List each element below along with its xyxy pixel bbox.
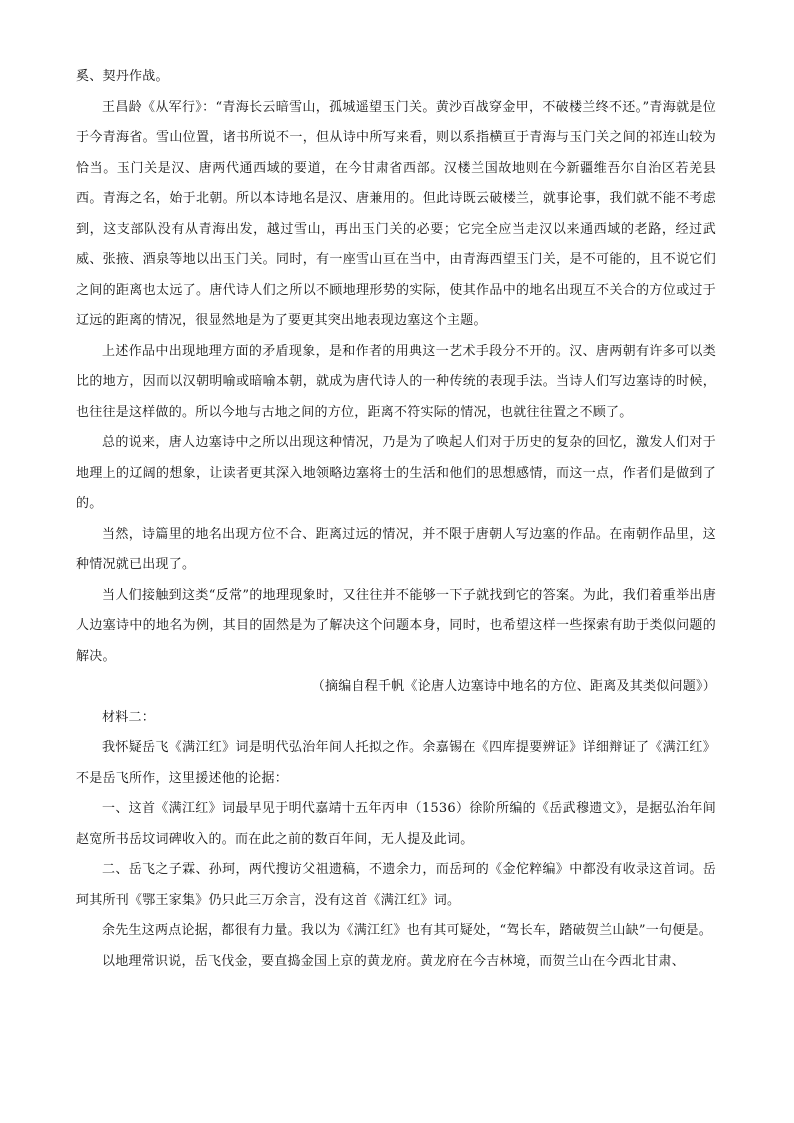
paragraph-continuation: 奚、契丹作战。 <box>76 69 169 84</box>
paragraph: 以地理常识说，岳飞伐金，要直捣金国上京的黄龙府。黄龙府在今吉林境，而贺兰山在今西北甘肃、 <box>102 953 686 969</box>
paragraph: 一、这首《满江红》词最早见于明代嘉靖十五年丙申（1536）徐阶所编的《岳武穆遗文》，是据弘治年间赵宽所书岳坟词碑收入的。而在此之前的数百年间，无人提及此词。 <box>76 801 716 847</box>
paragraph: 我怀疑岳飞《满江红》词是明代弘治年间人托拟之作。余嘉锡在《四库提要辨证》详细辩证了《满江红》不是岳飞所作，这里援述他的论据： <box>76 740 716 786</box>
document-body <box>76 62 716 977</box>
paragraph: 余先生这两点论据，都很有力量。我以为《满江红》也有其可疑处，“驾长车，踏破贺兰山缺”一句便是。 <box>102 923 713 938</box>
paragraph: 当人们接触到这类“反常”的地理现象时，又往往并不能够一下子就找到它的答案。为此，我们着重举出唐人边塞诗中的地名为例，其目的固然是为了解决这个问题本身，同时，也希望这样一些探索有助于类似问题的解决。 <box>76 587 716 664</box>
material-heading: 材料二： <box>102 709 156 725</box>
paragraph: 王昌龄《从军行》：“青海长云暗雪山，孤城遥望玉门关。黄沙百战穿金甲，不破楼兰终不还。”青海就是位于今青海省。雪山位置，诸书所说不一，但从诗中所写来看，则以系指横亘于青海与玉门关之间的祁连山较为恰当。玉门关是汉、唐两代通西域的要道，在今甘肃省西部。汉楼兰国故地则在今新疆维吾尔自治区若羌县西。青海之名，始于北朝。所以本诗地名是汉、唐兼用的。但此诗既云破楼兰，就事论事，我们就不能不考虑到，这支部队没有从青海出发，越过雪山，再出玉门关的必要；它完全应当走汉以来通西域的老路，经过武威、张掖、酒泉等地以出玉门关。同时，有一座雪山亘在当中，由青海西望玉门关，是不可能的，且不说它们之间的距离也太远了。唐代诗人们之所以不顾地理形势的实际，使其作品中的地名出现互不关合的方位或过于辽远的距离的情况，很显然地是为了要更其突出地表现边塞这个主题。 <box>76 99 716 328</box>
paragraph: 上述作品中出现地理方面的矛盾现象，是和作者的用典这一艺术手段分不开的。汉、唐两朝有许多可以类比的地方，因而以汉朝明喻或暗喻本朝，就成为唐代诗人的一种传统的表现手法。当诗人们写边塞诗的时候，也往往是这样做的。所以今地与古地之间的方位，距离不符实际的情况，也就往往置之不顾了。 <box>76 343 716 420</box>
paragraph: 二、岳飞之子霖、孙珂，两代搜访父祖遗稿，不遗余力，而岳珂的《金佗粹编》中都没有收录这首词。岳珂其所刊《鄂王家集》仍只此三万余言，没有这首《满江红》词。 <box>76 862 716 908</box>
paragraph: 总的说来，唐人边塞诗中之所以出现这种情况，乃是为了唤起人们对于历史的复杂的回忆，激发人们对于地理上的辽阔的想象，让读者更其深入地领略边塞将士的生活和他们的思想感情，而这一点，作者们是做到了的。 <box>76 435 716 511</box>
source-citation: （摘编自程千帆《论唐人边塞诗中地名的方位、距离及其类似问题》） <box>311 679 716 694</box>
paragraph: 当然，诗篇里的地名出现方位不合、距离过远的情况，并不限于唐朝人写边塞的作品。在南朝作品里，这种情况就已出现了。 <box>76 526 716 572</box>
